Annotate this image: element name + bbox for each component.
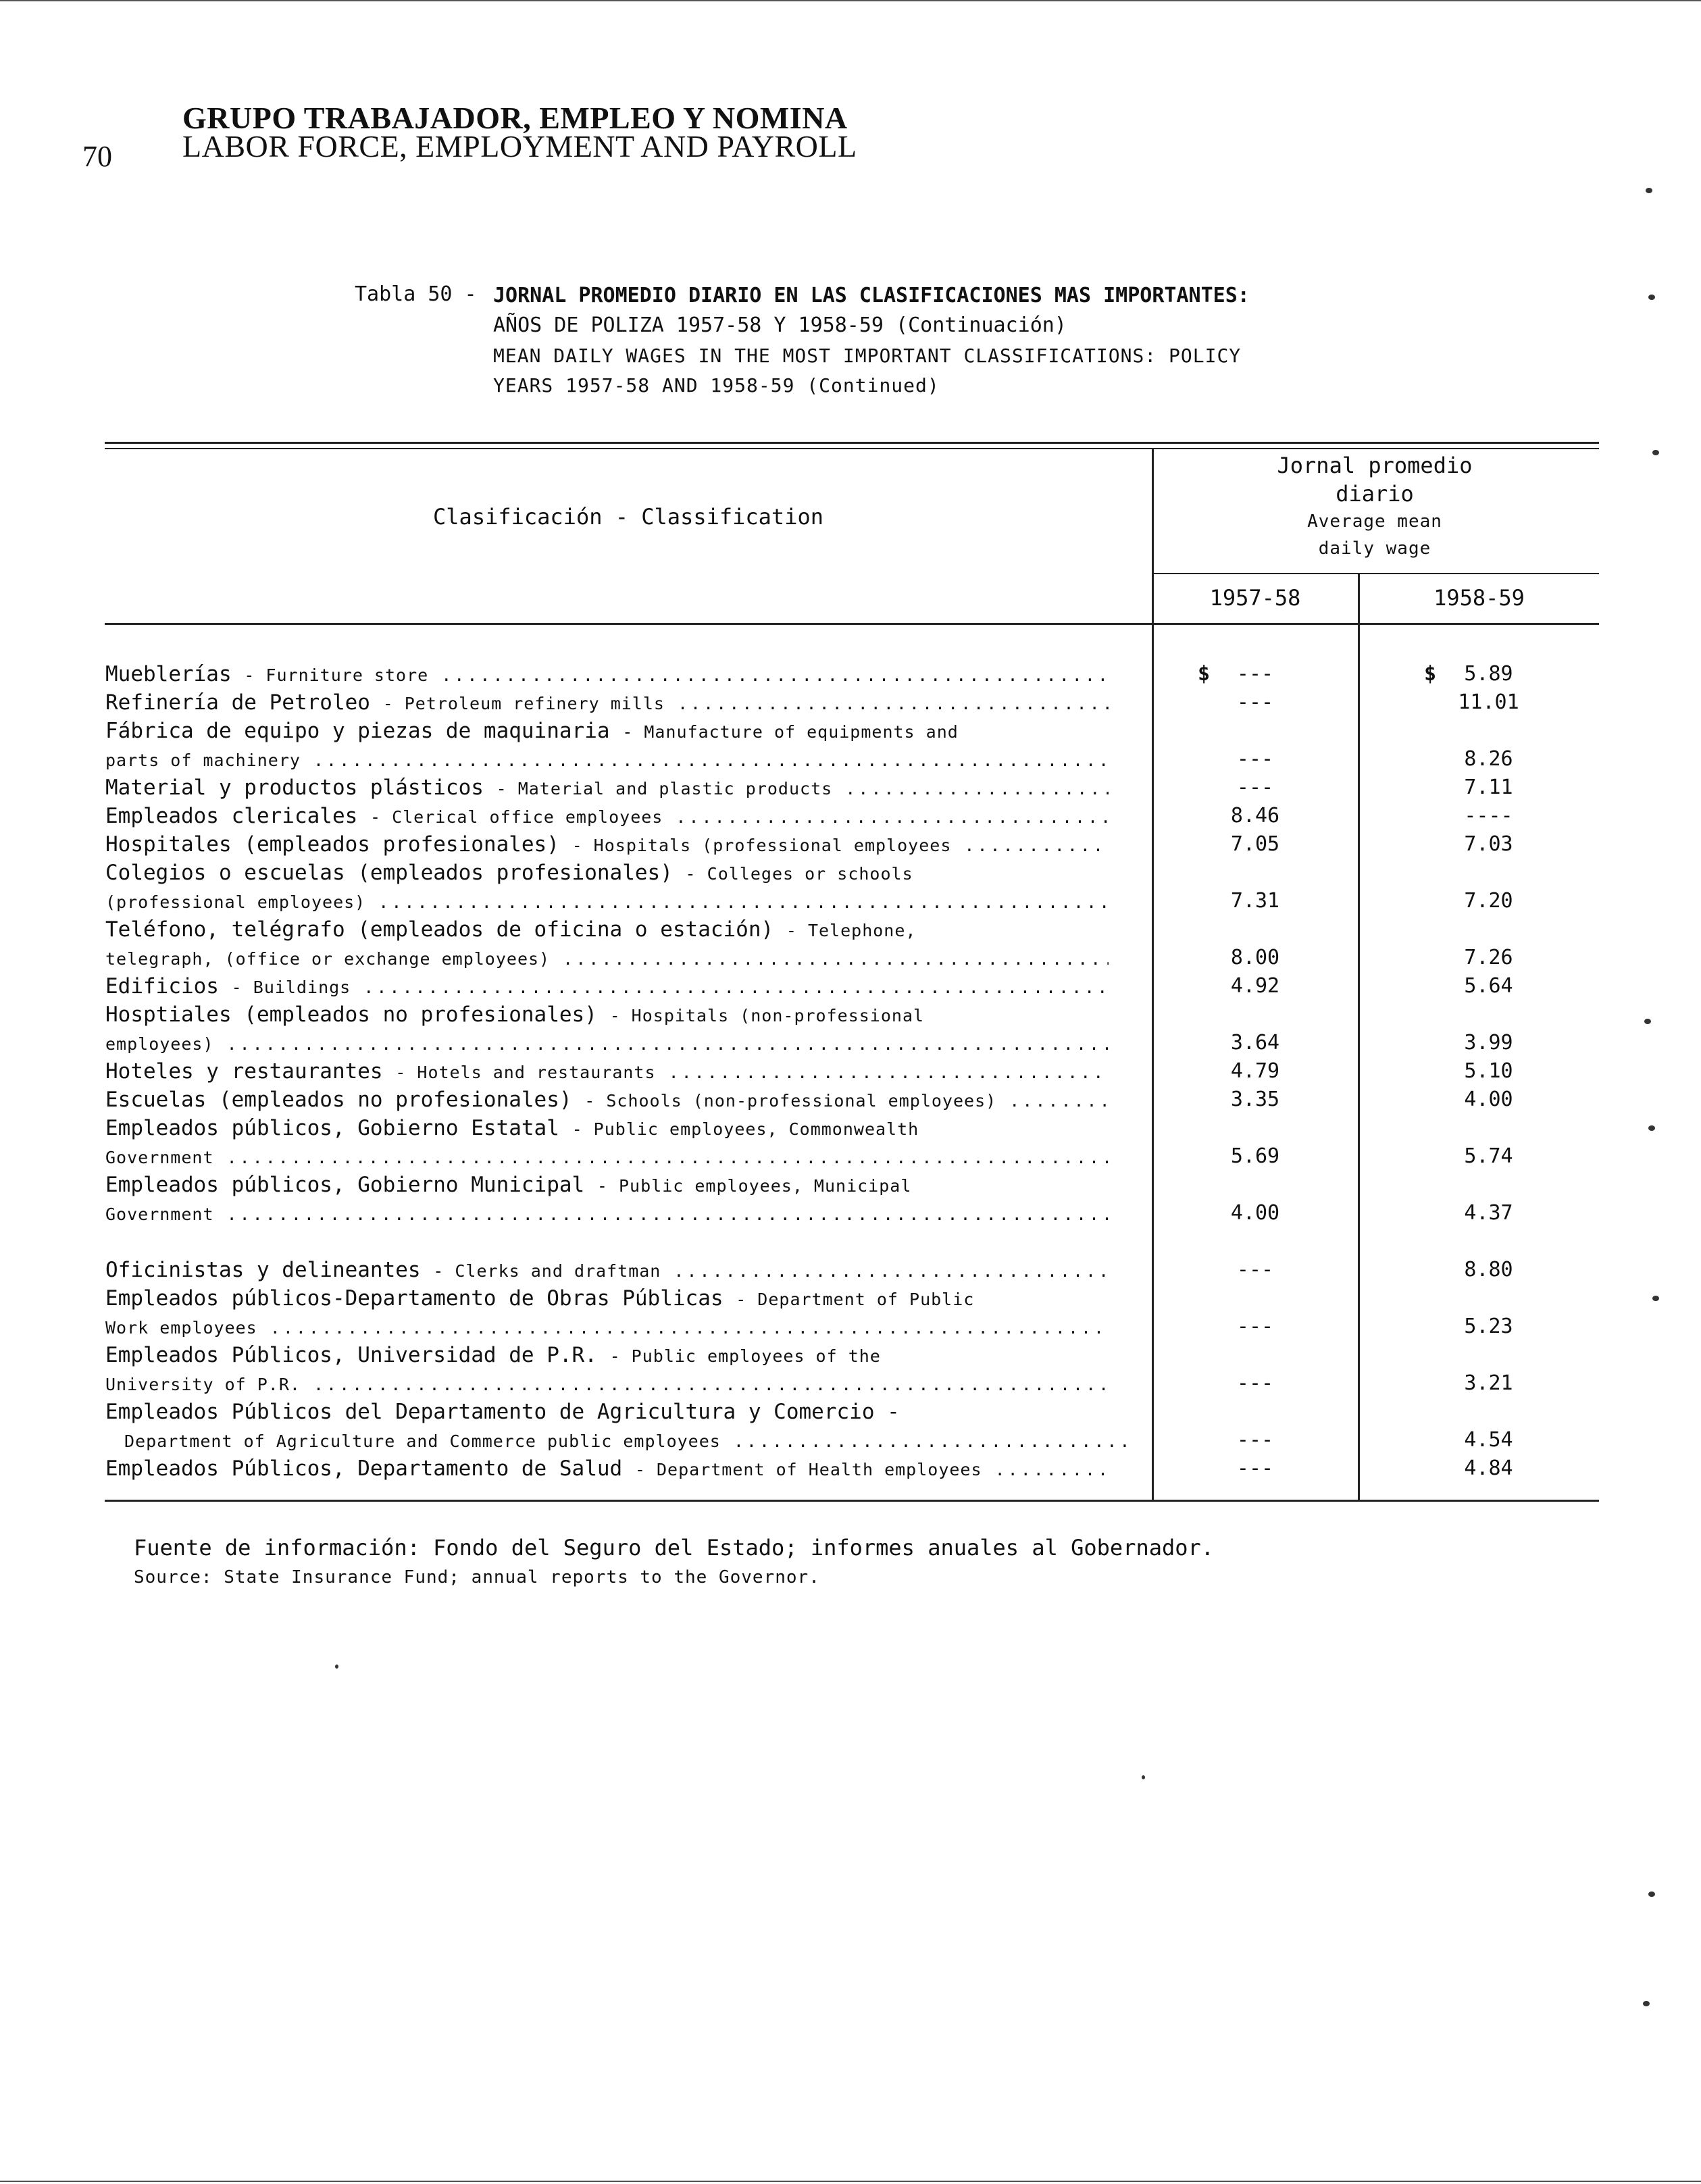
row-label-continuation: Department of Agriculture and Commerce public employees ..... — [124, 1431, 1127, 1451]
page-header-spanish: GRUPO TRABAJADOR, EMPLEO Y NOMINA — [182, 101, 848, 135]
row-label-english: Buildings ..... — [253, 977, 1109, 997]
value-1958-59: 5.64 — [1464, 974, 1513, 998]
value-1958-59: 4.37 — [1464, 1201, 1513, 1225]
row-label-continuation: Work employees ..... — [105, 1318, 1109, 1338]
row-label-english: Clerks and draftman ..... — [455, 1261, 1109, 1281]
value-1957-58: 4.79 — [1230, 1059, 1280, 1083]
row-label-english: Manufacture of equipments and — [644, 722, 959, 742]
currency-symbol: $ — [1424, 662, 1437, 686]
value-1957-58: --- — [1236, 662, 1274, 686]
value-1957-58: --- — [1236, 1371, 1274, 1395]
row-label-continuation: (professional employees) ..... — [105, 892, 1109, 912]
value-1957-58: --- — [1236, 1315, 1274, 1338]
row-label-english: Hotels and restaurants ..... — [417, 1063, 1109, 1082]
row-label-english: Department of Public — [757, 1290, 975, 1309]
bottom-edge-rule — [0, 2181, 1701, 2182]
scan-speck — [1648, 295, 1655, 300]
row-label-english: Hospitals (professional employees ..... — [594, 836, 1109, 855]
row-label-english: Public employees, Commonwealth — [593, 1119, 919, 1139]
row-label-spanish: Teléfono, telégrafo (empleados de oficina o estación) — [105, 917, 774, 942]
row-label-spanish: Fábrica de equipo y piezas de maquinaria — [105, 719, 610, 743]
table-row: Mueblerías - Furniture store ..... $ --- $ 5.89 — [105, 660, 1598, 688]
table-title-spanish-line-1: JORNAL PROMEDIO DIARIO EN LAS CLASIFICACIONES MAS IMPORTANTES: — [493, 284, 1250, 307]
row-label-english: Colleges or schools — [707, 864, 913, 884]
row-label-english: Schools (non-professional employees) ..... — [606, 1091, 1109, 1111]
table-row: Empleados públicos, Gobierno Municipal - Public employees, Municipal Government ..... 4.00 4.37 — [105, 1171, 1598, 1227]
value-1957-58: 4.00 — [1230, 1201, 1280, 1225]
row-label-spanish: Edificios — [105, 974, 219, 998]
row-label-english: Material and plastic products ..... — [518, 779, 1109, 798]
row-label-spanish: Hospitales (empleados profesionales) — [105, 832, 559, 857]
value-1957-58: --- — [1236, 747, 1274, 771]
table-row: Escuelas (empleados no profesionales) - Schools (non-professional employees) ..... 3.35 4.00 — [105, 1086, 1598, 1114]
row-label-spanish: Hoteles y restaurantes — [105, 1059, 383, 1084]
table-number: Tabla 50 - — [355, 282, 477, 306]
value-1958-59: 7.03 — [1464, 832, 1513, 856]
table-top-rule-1 — [105, 442, 1599, 444]
classification-column-header: Clasificación - Classification — [433, 504, 823, 530]
scan-speck — [1648, 1891, 1655, 1897]
table-row: Empleados Públicos, Departamento de Salud - Department of Health employees ..... --- 4.84 — [105, 1454, 1598, 1483]
value-1957-58: 5.69 — [1230, 1144, 1280, 1168]
row-label-continuation: Government ..... — [105, 1148, 1109, 1167]
row-label-continuation: employees) ..... — [105, 1034, 1109, 1054]
value-1958-59: 8.80 — [1464, 1258, 1513, 1281]
value-1958-59: 5.23 — [1464, 1315, 1513, 1338]
row-label-continuation: Government ..... — [105, 1204, 1109, 1224]
wage-header-es-line-1: Jornal promedio — [1277, 453, 1473, 478]
table-title-spanish-line-2: AÑOS DE POLIZA 1957-58 Y 1958-59 (Continuación) — [493, 313, 1067, 337]
value-1957-58: 8.00 — [1230, 946, 1280, 969]
source-note-spanish: Fuente de información: Fondo del Seguro del Estado; informes anuales al Gobernador. — [134, 1535, 1215, 1560]
row-label-spanish: Empleados públicos-Departamento de Obras Públicas — [105, 1286, 723, 1311]
row-label-continuation: University of P.R. ..... — [105, 1375, 1109, 1394]
row-label-continuation: parts of machinery ..... — [105, 751, 1109, 770]
value-1957-58: --- — [1236, 1428, 1274, 1452]
scan-speck — [1648, 1125, 1655, 1131]
row-label-english: Telephone, — [807, 921, 917, 940]
table-row: Empleados clericales - Clerical office employees ..... 8.46 ---- — [105, 802, 1598, 830]
row-label-english: Furniture store ..... — [265, 665, 1109, 685]
table-row: Hoteles y restaurantes - Hotels and restaurants ..... 4.79 5.10 — [105, 1057, 1598, 1086]
source-note-english: Source: State Insurance Fund; annual reports to the Governor. — [134, 1567, 820, 1588]
row-label-spanish: Hosptiales (empleados no profesionales) — [105, 1002, 597, 1027]
value-1958-59: 4.84 — [1464, 1456, 1513, 1480]
value-1958-59: 3.99 — [1464, 1031, 1513, 1055]
row-label-english: Department of Health employees ..... — [657, 1460, 1109, 1479]
table-row: Empleados Públicos, Universidad de P.R. - Public employees of the University of P.R. ..... --- 3.21 — [105, 1341, 1598, 1398]
wage-header-en-line-2: daily wage — [1318, 538, 1431, 559]
value-1957-58: --- — [1236, 776, 1274, 799]
table-row: Hosptiales (empleados no profesionales) - Hospitals (non-professional employees) ..... 3.64 3.99 — [105, 1000, 1598, 1057]
row-label-english: Public employees, Municipal — [619, 1176, 912, 1196]
row-label-english: Hospitals (non-professional — [631, 1006, 925, 1025]
table-row: Colegios o escuelas (empleados profesionales) - Colleges or schools (professional employees) ..... 7.31 7.20 — [105, 859, 1598, 915]
row-label-english: Public employees of the — [631, 1346, 881, 1366]
value-1957-58: 4.92 — [1230, 974, 1280, 998]
table-row: Teléfono, telégrafo (empleados de oficina o estación) - Telephone, telegraph, (office or exchange employees) ..... 8.00 7.26 — [105, 915, 1598, 972]
year-1957-58-header: 1957-58 — [1209, 585, 1301, 611]
row-label-spanish: Refinería de Petroleo — [105, 690, 370, 715]
value-1958-59: 11.01 — [1458, 690, 1519, 714]
value-1958-59: 7.11 — [1464, 776, 1513, 799]
top-edge-rule — [0, 0, 1701, 1]
wage-header-en-line-1: Average mean — [1307, 511, 1442, 532]
value-1958-59: 4.54 — [1464, 1428, 1513, 1452]
scan-speck — [1646, 188, 1652, 193]
table-row: Empleados públicos-Departamento de Obras Públicas - Department of Public Work employees ..... --- 5.23 — [105, 1284, 1598, 1341]
table-title-english-line-1: MEAN DAILY WAGES IN THE MOST IMPORTANT CLASSIFICATIONS: POLICY — [493, 345, 1242, 367]
scan-speck — [335, 1665, 338, 1669]
table-row: Refinería de Petroleo - Petroleum refinery mills ..... --- 11.01 — [105, 688, 1598, 717]
row-label-spanish: Empleados públicos, Gobierno Municipal — [105, 1173, 585, 1197]
table-row: Empleados públicos, Gobierno Estatal - Public employees, Commonwealth Government ..... 5.69 5.74 — [105, 1114, 1598, 1171]
header-bottom-rule — [105, 623, 1599, 625]
scan-speck — [1643, 2001, 1650, 2006]
value-1957-58: 8.46 — [1230, 804, 1280, 828]
table-title-english-line-2: YEARS 1957-58 AND 1958-59 (Continued) — [493, 374, 940, 397]
value-1957-58: --- — [1236, 1456, 1274, 1480]
value-1957-58: 7.05 — [1230, 832, 1280, 856]
value-1957-58: 3.64 — [1230, 1031, 1280, 1055]
value-1958-59: 7.26 — [1464, 946, 1513, 969]
value-1957-58: --- — [1236, 1258, 1274, 1281]
row-label-english: Clerical office employees ..... — [392, 807, 1109, 827]
scan-speck — [1142, 1775, 1145, 1779]
wage-column-header-spanish — [1152, 451, 1598, 508]
value-1958-59: 8.26 — [1464, 747, 1513, 771]
table-row: Fábrica de equipo y piezas de maquinaria - Manufacture of equipments and parts of machinery ..... --- 8.26 — [105, 717, 1598, 773]
table-top-rule-2 — [105, 448, 1599, 449]
row-label-spanish: Empleados públicos, Gobierno Estatal — [105, 1116, 559, 1140]
value-1958-59: 3.21 — [1464, 1371, 1513, 1395]
value-1958-59: 4.00 — [1464, 1088, 1513, 1111]
scan-speck — [1652, 1296, 1659, 1301]
row-label-spanish: Empleados Públicos del Departamento de Agricultura y Comercio - — [105, 1400, 900, 1424]
row-label-spanish: Material y productos plásticos — [105, 776, 484, 800]
row-label-spanish: Escuelas (empleados no profesionales) — [105, 1088, 572, 1112]
table-bottom-rule — [105, 1500, 1599, 1502]
value-1957-58: 7.31 — [1230, 889, 1280, 913]
value-1958-59: 5.74 — [1464, 1144, 1513, 1168]
value-1957-58: 3.35 — [1230, 1088, 1280, 1111]
page-number: 70 — [82, 140, 112, 173]
value-1958-59: 7.20 — [1464, 889, 1513, 913]
table-row — [105, 1398, 1598, 1454]
year-1958-59-header: 1958-59 — [1433, 585, 1525, 611]
wage-header-es-line-2: diario — [1336, 481, 1414, 507]
scan-speck — [1652, 450, 1659, 455]
year-subheader-rule — [1152, 573, 1599, 574]
table-row: Edificios - Buildings ..... 4.92 5.64 — [105, 972, 1598, 1000]
value-1958-59: ---- — [1464, 804, 1513, 828]
row-label-spanish: Mueblerías — [105, 662, 232, 686]
table-row: Oficinistas y delineantes - Clerks and draftman ..... --- 8.80 — [105, 1256, 1598, 1284]
row-label-continuation: telegraph, (office or exchange employees) ..... — [105, 949, 1109, 969]
table-row: Hospitales (empleados profesionales) - Hospitals (professional employees ..... 7.05 7.03 — [105, 830, 1598, 859]
row-label-english: Petroleum refinery mills ..... — [405, 694, 1109, 713]
row-label-spanish: Colegios o escuelas (empleados profesionales) — [105, 861, 673, 885]
row-label-spanish: Empleados Públicos, Departamento de Salud — [105, 1456, 623, 1481]
currency-symbol: $ — [1198, 662, 1211, 686]
row-label-spanish: Empleados Públicos, Universidad de P.R. — [105, 1343, 597, 1367]
table-row: Material y productos plásticos - Material and plastic products ..... --- 7.11 — [105, 773, 1598, 802]
scan-speck — [1644, 1019, 1651, 1024]
value-1957-58: --- — [1236, 690, 1274, 714]
value-1958-59: 5.10 — [1464, 1059, 1513, 1083]
row-label-spanish: Empleados clericales — [105, 804, 358, 828]
page-header-english: LABOR FORCE, EMPLOYMENT AND PAYROLL — [182, 129, 857, 163]
row-label-spanish: Oficinistas y delineantes — [105, 1258, 421, 1282]
value-1958-59: 5.89 — [1464, 662, 1513, 686]
wage-column-header-english — [1152, 508, 1598, 562]
